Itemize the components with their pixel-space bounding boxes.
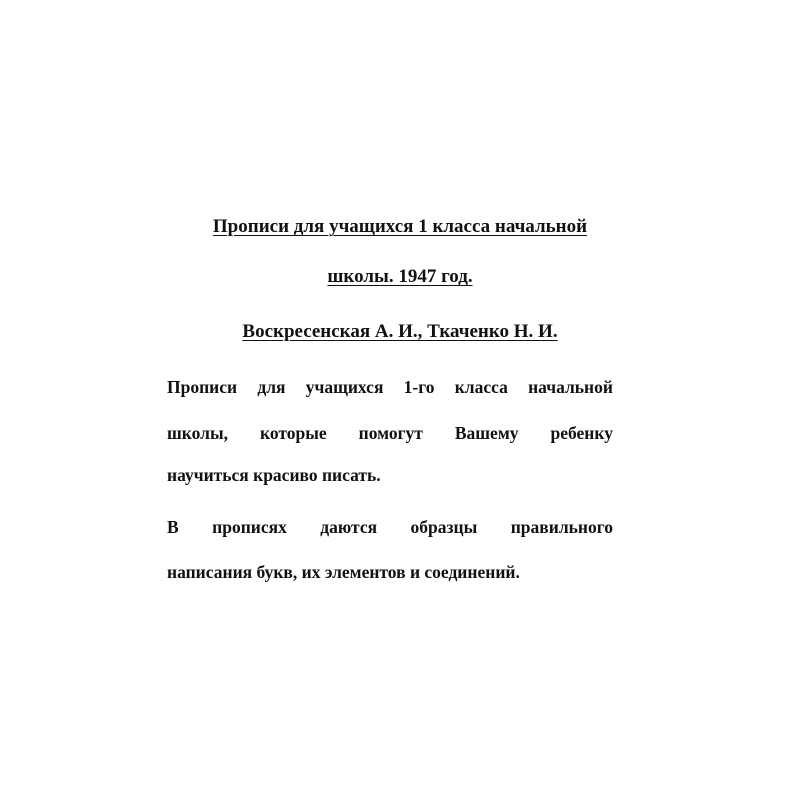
word: образцы <box>410 517 478 537</box>
word: 1-го <box>403 377 435 397</box>
word: ребенку <box>550 423 613 443</box>
word: класса <box>454 377 508 397</box>
word: начальной <box>528 377 613 397</box>
word: школы, <box>167 423 229 443</box>
authors-line: Воскресенская А. И., Ткаченко Н. И. <box>242 321 558 342</box>
title-line-1: Прописи для учащихся 1 класса начальной <box>212 216 588 237</box>
word: В <box>167 517 179 537</box>
word: даются <box>320 517 378 537</box>
title-line-2: школы. 1947 год. <box>327 266 473 287</box>
paragraph-2-line-1 <box>167 515 613 539</box>
word: правильного <box>510 517 613 537</box>
word: которые <box>260 423 327 443</box>
word: Прописи <box>167 377 238 397</box>
paragraph-1-line-2 <box>167 421 613 445</box>
word: для <box>257 377 286 397</box>
word: Вашему <box>454 423 519 443</box>
paragraph-1-line-3: научиться красиво писать. <box>167 465 381 485</box>
word: прописях <box>212 517 287 537</box>
paragraph-1-line-1 <box>167 375 613 399</box>
word: учащихся <box>305 377 384 397</box>
paragraph-2-line-2: написания букв, их элементов и соединений. <box>167 562 520 582</box>
word: помогут <box>358 423 423 443</box>
